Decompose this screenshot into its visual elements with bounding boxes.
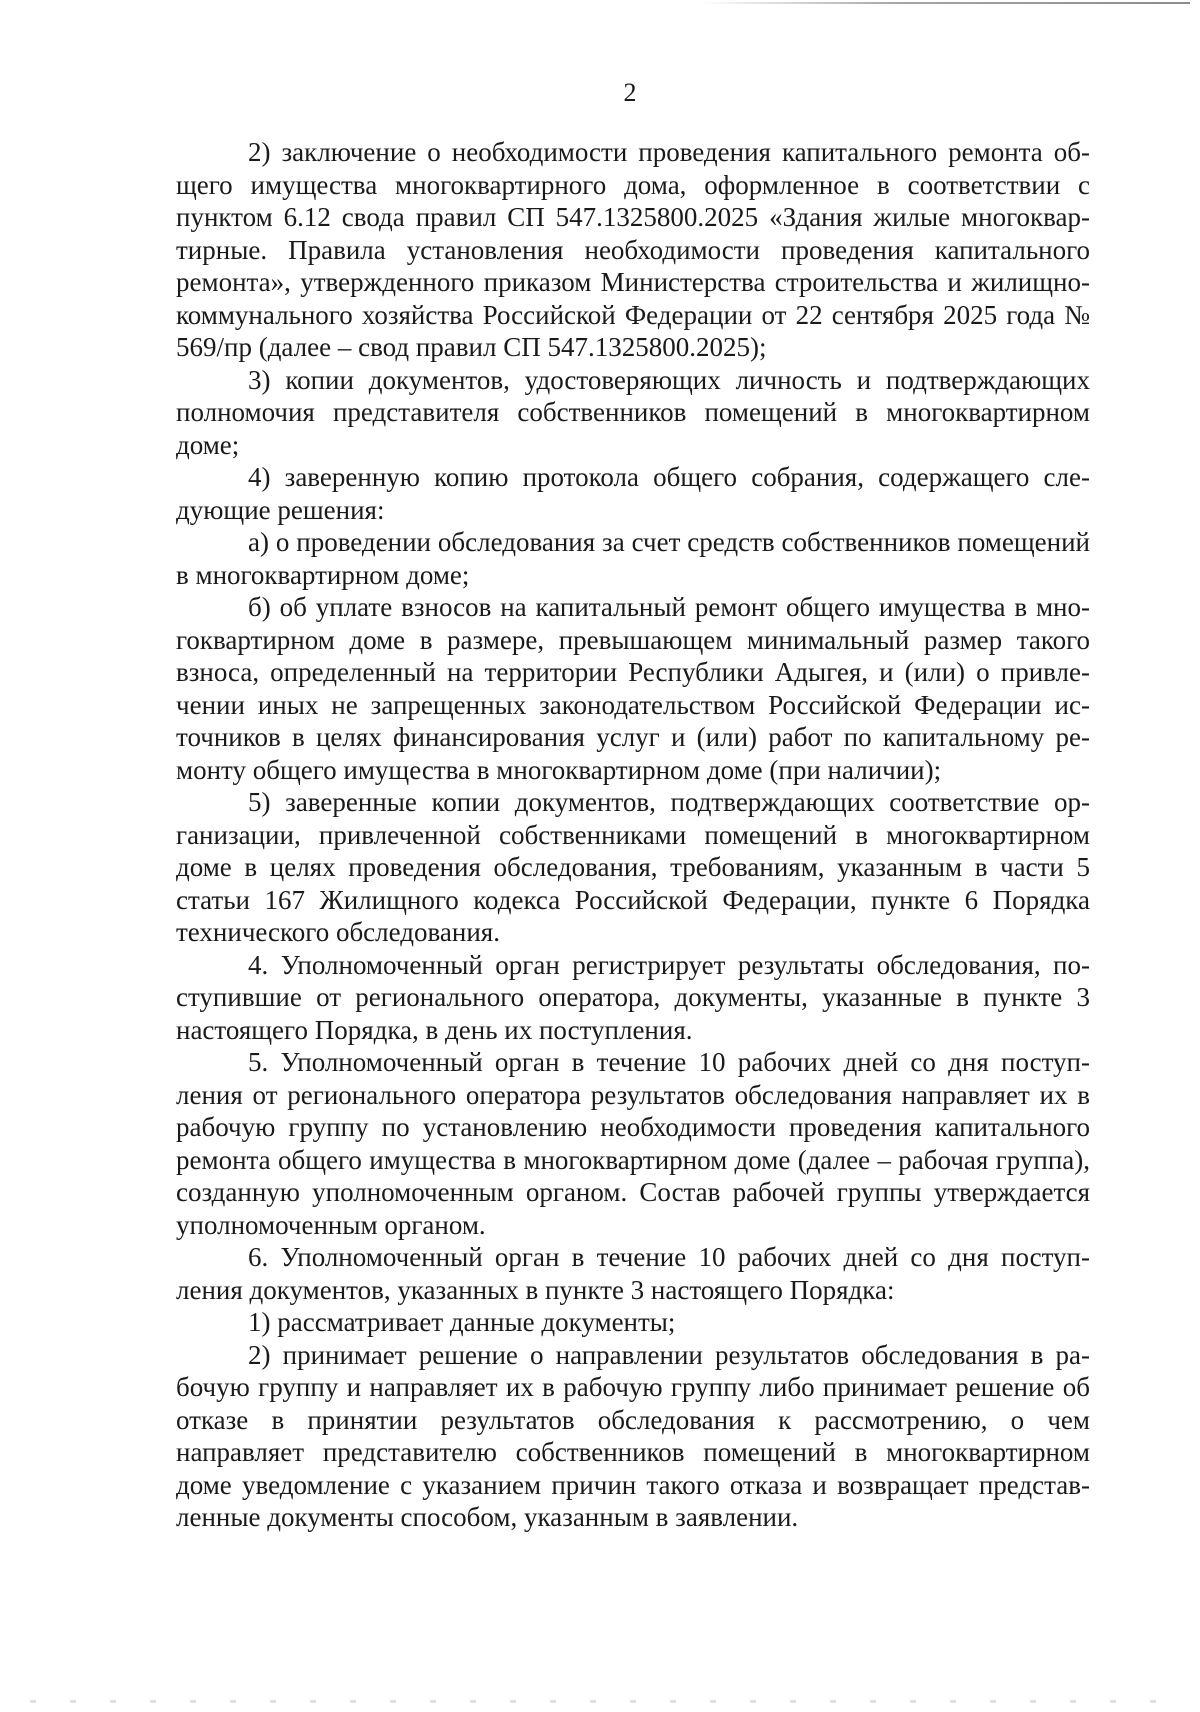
paragraph-clause-6: 6. Уполномоченный орган в течение 10 рабочих дней со дня поступления документов, указанных в пункте 3 настоящего Порядка: — [176, 1242, 1090, 1305]
page-number: 2 — [623, 78, 637, 107]
paragraph-subitem-a: а) о проведении обследования за счет средств собственников помещений в многоквартирном доме; — [176, 527, 1090, 590]
paragraph-item-3-id-copies: 3) копии документов, удостоверяющих личность и подтверждающих полномочия представителя собственников помещений в многоквартирном доме; — [176, 364, 1090, 460]
paragraph-clause-6-item-2: 2) принимает решение о направлении результатов обследования в рабочую группу и направляет их в рабочую группу либо принимает решение об отказе в принятии результатов обследования к рассмотрению, о чем направляет представителю собственников помещений в многоквартирном доме уведомление с указанием причин такого отказа и возвращает представленные документы способом, указанным в заявлении. — [176, 1339, 1090, 1532]
paragraph-subitem-b: б) об уплате взносов на капитальный ремонт общего имущества в многоквартирном доме в размере, превышающем минимальный размер такого взноса, определенный на территории Республики Адыгея, и (или) о привлечении иных не запрещенных законодательством Российской Федерации источников в целях финансирования услуг и (или) работ по капитальному ремонту общего имущества в многоквартирном доме (при наличии); — [176, 592, 1090, 785]
paragraph-clause-6-item-1: 1) рассматривает данные документы; — [248, 1307, 676, 1337]
paragraph-item-5-certified-copies: 5) заверенные копии документов, подтверждающих соответствие организации, привлеченной собственниками помещений в многоквартирном доме в целях проведения обследования, требованиям, указанным в части 5 статьи 167 Жилищного кодекса Российской Федерации, пункте 6 Порядка технического обследования. — [176, 787, 1090, 947]
paragraph-item-2-conclusion: 2) заключение о необходимости проведения капитального ремонта общего имущества многоквартирного дома, оформленное в соответствии с пунктом 6.12 свода правил СП 547.1325800.2025 «Здания жилые многоквартирные. Правила установления необходимости проведения капитального ремонта», утвержденного приказом Министерства строительства и жилищно-коммунального хозяйства Российской Федерации от 22 сентября 2025 года № 569/пр (далее – свод правил СП 547.1325800.2025); — [176, 137, 1090, 362]
paragraph-item-4-protocol-copy: 4) заверенную копию протокола общего собрания, содержащего следующие решения: — [176, 462, 1090, 525]
paragraph-clause-5: 5. Уполномоченный орган в течение 10 рабочих дней со дня поступления от регионального оператора результатов обследования направляет их в рабочую группу по установлению необходимости проведения капитального ремонта общего имущества в многоквартирном доме (далее – рабочая группа), созданную уполномоченным органом. Состав рабочей группы утверждается уполномоченным органом. — [176, 1047, 1090, 1240]
document-body — [176, 136, 1090, 1534]
scan-edge-top — [700, 2, 1190, 4]
scan-edge-bottom — [30, 1700, 1170, 1703]
paragraph-clause-4: 4. Уполномоченный орган регистрирует результаты обследования, поступившие от регионального оператора, документы, указанные в пункте 3 настоящего Порядка, в день их поступления. — [176, 949, 1090, 1045]
